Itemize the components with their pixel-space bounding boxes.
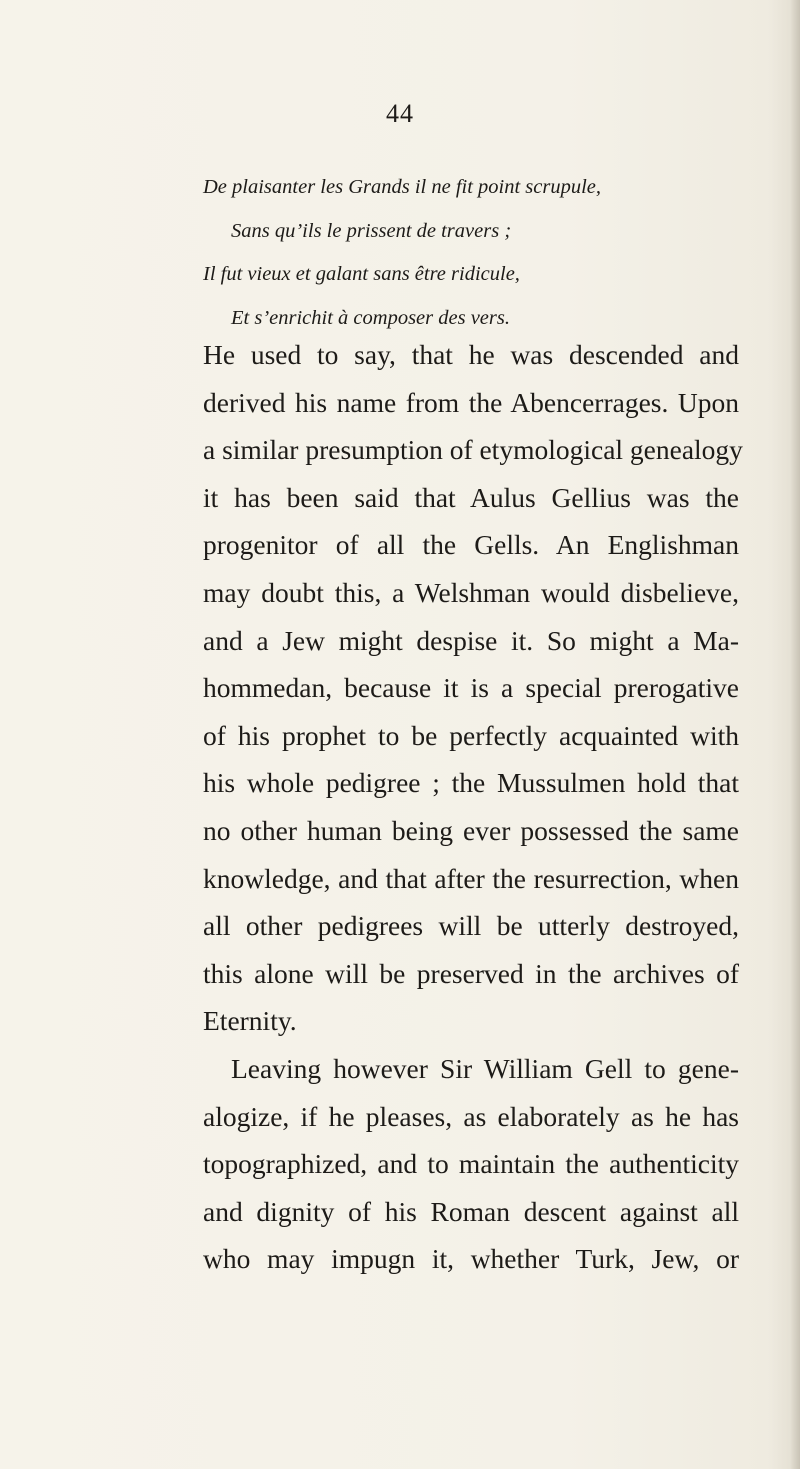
text-line: of his prophet to be perfectly acquainted with (203, 719, 739, 751)
text-line: progenitor of all the Gells. An Englishman (203, 529, 739, 561)
paragraph-1 (0, 331, 800, 1045)
body-text (0, 331, 800, 1283)
text-line: and dignity of his Roman descent against all (203, 1195, 739, 1227)
text-line: this alone will be preserved in the archives of (203, 957, 739, 989)
text-line: Leaving however Sir William Gell to gene- (231, 1052, 739, 1084)
text-line: it has been said that Aulus Gellius was the (203, 481, 739, 513)
text-line: knowledge, and that after the resurrection, when (203, 862, 739, 894)
verse-quotation (0, 166, 800, 340)
text-line: a similar presumption of etymological genealogy (203, 434, 743, 466)
text-line: all other pedigrees will be utterly destroyed, (203, 910, 739, 942)
text-line: hommedan, because it is a special prerogative (203, 672, 739, 704)
text-line: his whole pedigree ; the Mussulmen hold that (203, 767, 739, 799)
text-line: alogize, if he pleases, as elaborately as he has (203, 1100, 739, 1132)
text-line: and a Jew might despise it. So might a Ma- (203, 624, 739, 656)
verse-line: Sans qu’ils le prissent de travers ; (231, 219, 512, 242)
verse-line: Et s’enrichit à composer des vers. (231, 306, 510, 329)
text-line: Eternity. (203, 1005, 297, 1037)
paragraph-2 (0, 1045, 800, 1283)
verse-line: Il fut vieux et galant sans être ridicule, (203, 263, 520, 285)
text-line: may doubt this, a Welshman would disbelieve, (203, 576, 739, 608)
page-number: 44 (386, 99, 414, 128)
verse-line: De plaisanter les Grands il ne fit point scrupule, (203, 176, 602, 198)
text-line: He used to say, that he was descended and (203, 339, 739, 370)
text-line: who may impugn it, whether Turk, Jew, or (203, 1243, 739, 1275)
text-line: topographized, and to maintain the authenticity (203, 1148, 739, 1180)
text-line: no other human being ever possessed the same (203, 814, 739, 846)
text-line: derived his name from the Abencerrages. Upon (203, 386, 739, 418)
